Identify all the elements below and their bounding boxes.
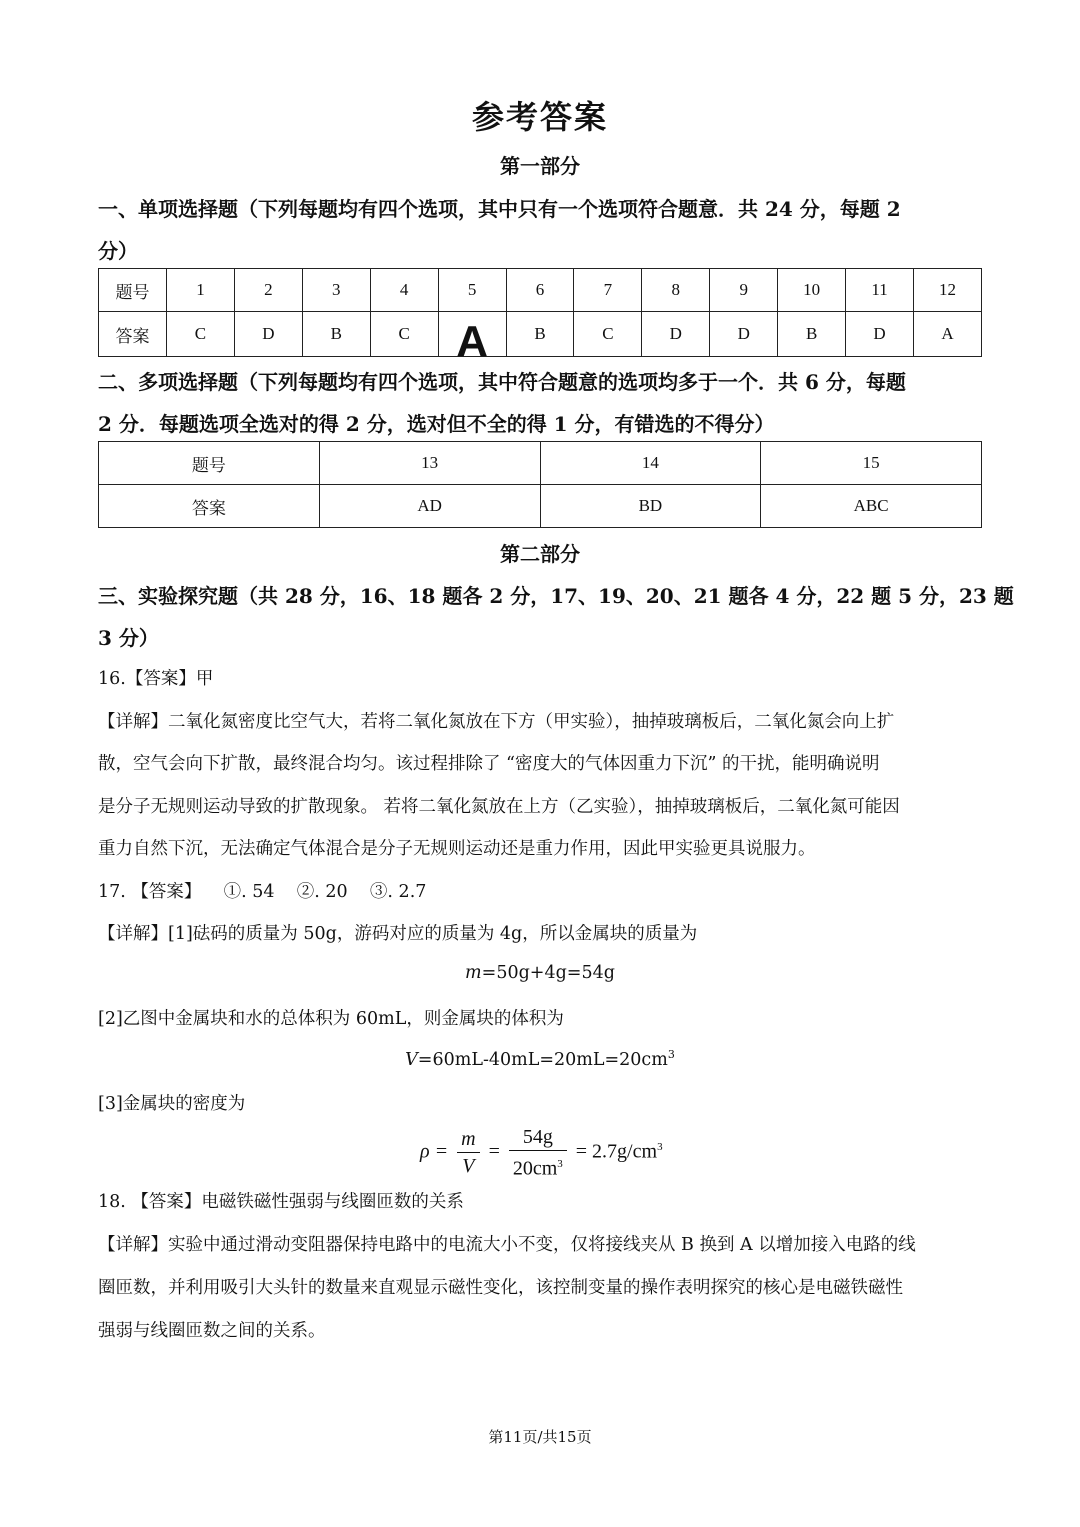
single-choice-answer-table xyxy=(98,268,982,366)
question-number: 11 xyxy=(846,269,914,312)
answer-cell: D xyxy=(642,312,710,357)
denominator-superscript: 3 xyxy=(557,1158,563,1170)
table-row xyxy=(99,442,982,485)
section-two-heading-line1: 二、多项选择题（下列每题均有四个选项，其中符合题意的选项均多于一个．共 6 分，每题 xyxy=(98,370,906,394)
answer-cell-large: A xyxy=(456,317,488,366)
section-one-heading-line1: 一、单项选择题（下列每题均有四个选项，其中只有一个选项符合题意．共 24 分，每题 2 xyxy=(98,197,901,221)
q17-detail-1: 【详解】[1]砝码的质量为 50g，游码对应的质量为 4g，所以金属块的质量为 xyxy=(98,924,698,944)
q16-detail-line: 【详解】二氧化氮密度比空气大，若将二氧化氮放在下方（甲实验），抽掉玻璃板后，二氧化氮会向上扩 xyxy=(98,712,895,732)
answer-cell: AD xyxy=(319,485,540,528)
question-number: 6 xyxy=(506,269,574,312)
row-label-answer: 答案 xyxy=(99,485,320,528)
fraction-m-over-v xyxy=(457,1126,479,1179)
part-one-heading: 第一部分 xyxy=(500,154,580,178)
formula-result: = 2.7g/cm xyxy=(575,1140,658,1163)
answer-cell: B xyxy=(506,312,574,357)
fraction-values xyxy=(509,1124,567,1182)
answer-cell: A xyxy=(913,312,981,357)
table-row xyxy=(99,485,982,528)
question-number: 1 xyxy=(167,269,235,312)
row-label-number: 题号 xyxy=(99,442,320,485)
section-three-heading-line2: 3 分） xyxy=(98,626,159,650)
question-number: 2 xyxy=(234,269,302,312)
multi-choice-answer-table xyxy=(98,441,982,528)
section-three-heading-line1: 三、实验探究题（共 28 分，16、18 题各 2 分，17、19、20、21 题各 4 分，22 题 5 分，23 题 xyxy=(98,584,1014,608)
result-superscript: 3 xyxy=(657,1140,663,1153)
formula-rho: ρ = xyxy=(420,1140,449,1163)
part-two-heading: 第二部分 xyxy=(500,542,580,566)
equation-body: =50g+4g=54g xyxy=(481,963,615,983)
answer-cell: D xyxy=(846,312,914,357)
answer-cell: C xyxy=(574,312,642,357)
answer-cell: C xyxy=(370,312,438,357)
fraction-numerator: m xyxy=(457,1126,479,1153)
answer-cell: B xyxy=(302,312,370,357)
answer-cell xyxy=(438,312,506,366)
question-number: 12 xyxy=(913,269,981,312)
question-number: 9 xyxy=(710,269,778,312)
equation-variable: V xyxy=(405,1049,418,1070)
q17-detail-3: [3]金属块的密度为 xyxy=(98,1094,246,1114)
row-label-answer: 答案 xyxy=(99,312,167,357)
page-footer: 第11页/共15页 xyxy=(488,1428,592,1446)
question-number: 14 xyxy=(540,442,761,485)
question-number: 7 xyxy=(574,269,642,312)
question-number: 4 xyxy=(370,269,438,312)
equation-body: =60mL-40mL=20mL=20cm xyxy=(417,1049,668,1070)
q17-answer: 17. 【答案】 ①. 54 ②. 20 ③. 2.7 xyxy=(98,882,427,902)
q16-answer: 16.【答案】甲 xyxy=(98,669,214,689)
fraction-denominator: 20cm xyxy=(512,1157,558,1180)
fraction-numerator: 54g xyxy=(509,1124,567,1151)
q18-answer: 18. 【答案】电磁铁磁性强弱与线圈匝数的关系 xyxy=(98,1192,464,1212)
fraction-denominator-wrap xyxy=(509,1151,567,1182)
q16-detail-line: 是分子无规则运动导致的扩散现象。 若将二氧化氮放在上方（乙实验），抽掉玻璃板后，二氧化氮可能因 xyxy=(98,797,900,817)
q18-detail-line: 强弱与线圈匝数之间的关系。 xyxy=(98,1321,326,1341)
answer-cell: B xyxy=(778,312,846,357)
q17-equation-mass xyxy=(0,963,1080,983)
question-number: 13 xyxy=(319,442,540,485)
question-number: 3 xyxy=(302,269,370,312)
q16-detail-line: 散，空气会向下扩散，最终混合均匀。该过程排除了 “密度大的气体因重力下沉” 的干扰，能明确说明 xyxy=(98,754,880,774)
q18-detail-line: 【详解】实验中通过滑动变阻器保持电路中的电流大小不变，仅将接线夹从 B 换到 A 以增加接入电路的线 xyxy=(98,1235,916,1255)
page-title: 参考答案 xyxy=(471,98,608,136)
section-two-heading-line2: 2 分．每题选项全选对的得 2 分，选对但不全的得 1 分，有错选的不得分） xyxy=(98,412,775,436)
question-number: 10 xyxy=(778,269,846,312)
formula-equals: = xyxy=(488,1140,500,1163)
equation-variable: m xyxy=(465,963,482,983)
row-label-number: 题号 xyxy=(99,269,167,312)
answer-cell: D xyxy=(234,312,302,357)
density-formula xyxy=(420,1124,663,1182)
section-one-heading-line2: 分） xyxy=(98,239,138,263)
q17-detail-2: [2]乙图中金属块和水的总体积为 60mL，则金属块的体积为 xyxy=(98,1009,564,1029)
question-number: 8 xyxy=(642,269,710,312)
table-row xyxy=(99,312,982,357)
answer-cell: ABC xyxy=(761,485,982,528)
q17-equation-volume xyxy=(0,1048,1080,1070)
equation-superscript: 3 xyxy=(667,1048,675,1061)
question-number: 15 xyxy=(761,442,982,485)
q16-detail-line: 重力自然下沉，无法确定气体混合是分子无规则运动还是重力作用，因此甲实验更具说服力。 xyxy=(98,839,816,859)
answer-cell: BD xyxy=(540,485,761,528)
fraction-denominator: V xyxy=(462,1155,475,1178)
question-number: 5 xyxy=(438,269,506,312)
answer-cell: D xyxy=(710,312,778,357)
q18-detail-line: 圈匝数，并利用吸引大头针的数量来直观显示磁性变化，该控制变量的操作表明探究的核心是电磁铁磁性 xyxy=(98,1278,903,1298)
answer-cell: C xyxy=(167,312,235,357)
table-row xyxy=(99,269,982,312)
